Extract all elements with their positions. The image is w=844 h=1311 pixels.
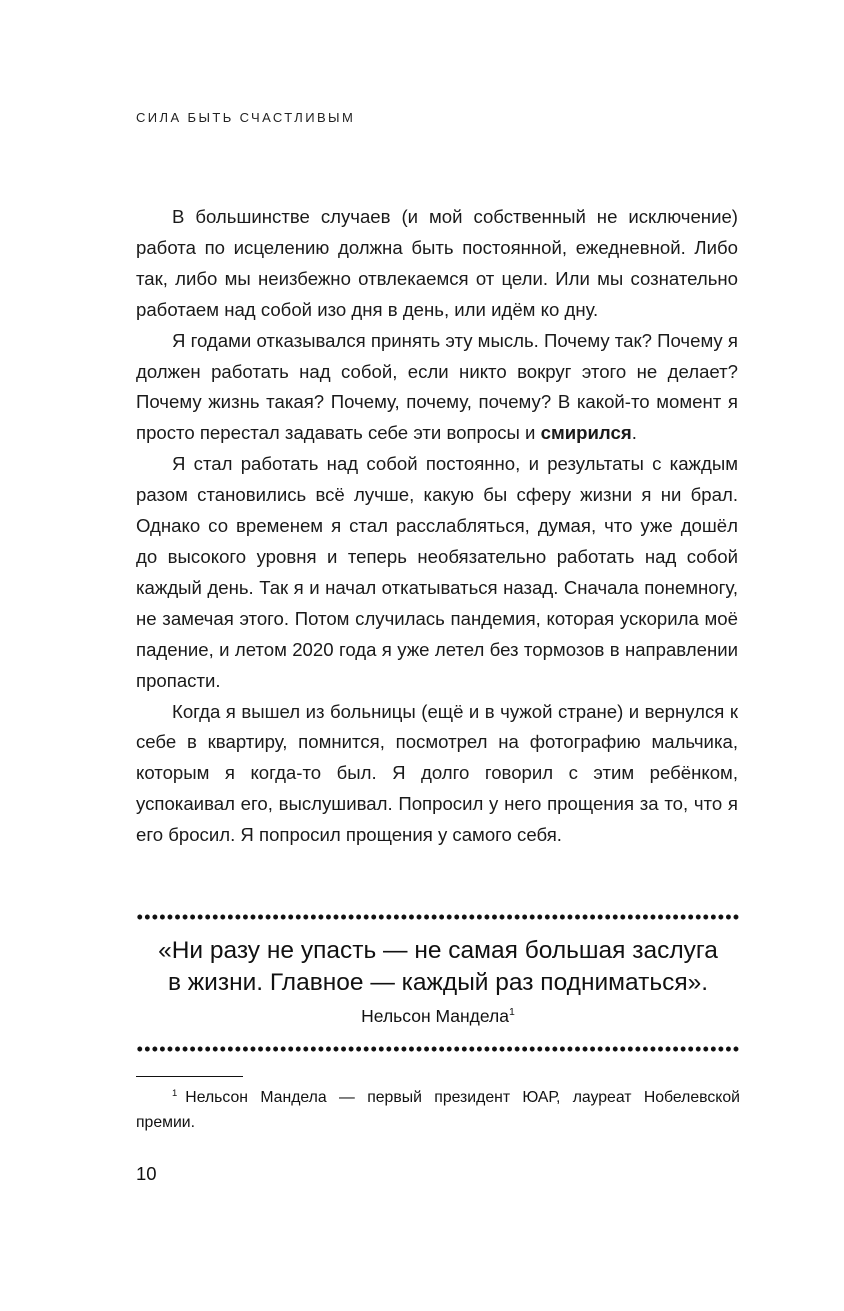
paragraph-4: Когда я вышел из больницы (ещё и в чужой стране) и вернулся к себе в квартиру, помнится, посмотрел на фотографию мальчика, которым я когда-то был. Я долго говорил с этим ребёнком, успокаивал его, выслушивал. Попросил у него прощения за то, что я его бросил. Я попросил прощения у самого себя. — [136, 700, 738, 846]
dotted-divider-top — [136, 914, 740, 920]
dotted-divider-bottom — [136, 1046, 740, 1052]
footnote-text: Нельсон Мандела — первый президент ЮАР, лауреат Нобелевской премии. — [136, 1089, 740, 1131]
page-number: 10 — [136, 1163, 157, 1184]
paragraph-2 — [136, 326, 738, 450]
paragraph-2-text: Я годами отказывался принять эту мысль. Почему так? Почему я должен работать над собой, если никто вокруг этого не делает? Почему жизнь такая? Почему, почему, почему? В какой-то момент я просто перестал задавать себе эти вопросы и — [136, 329, 738, 444]
main-text — [136, 202, 738, 851]
emphasis-word: смирился — [540, 422, 632, 444]
footnote-reference: 1 — [508, 1006, 515, 1019]
quote-line-1: «Ни разу не упасть — не самая большая заслуга — [158, 937, 718, 964]
paragraph-1: В большинстве случаев (и мой собственный не исключение) работа по исцелению должна быть постоянной, ежедневной. Либо так, либо мы неизбежно отвлекаемся от цели. Или мы сознательно работаем над собой изо дня в день, или идём ко дну. — [136, 206, 738, 320]
footnote — [136, 1085, 740, 1135]
footnote-separator — [136, 1076, 243, 1077]
quote-line-2: в жизни. Главное — каждый раз подниматься». — [167, 969, 709, 996]
footnote-mark: 1 — [172, 1087, 178, 1099]
paragraph-3: Я стал работать над собой постоянно, и результаты с каждым разом становились всё лучше, какую бы сферу жизни я ни брал. Однако со временем я стал расслабляться, думая, что уже дошёл до высокого уровня и теперь необязательно работать над собой каждый день. Так я и начал откатываться назад. Сначала понемногу, не замечая этого. Потом случилась пандемия, которая ускорила моё падение, и летом 2020 года я уже летел без тормозов в направлении пропасти. — [136, 453, 738, 691]
running-header: СИЛА БЫТЬ СЧАСТЛИВЫМ — [136, 110, 356, 125]
quote-author-name: Нельсон Мандела — [361, 1006, 509, 1026]
quote-author — [136, 1004, 740, 1028]
paragraph-2-end: . — [631, 422, 637, 444]
